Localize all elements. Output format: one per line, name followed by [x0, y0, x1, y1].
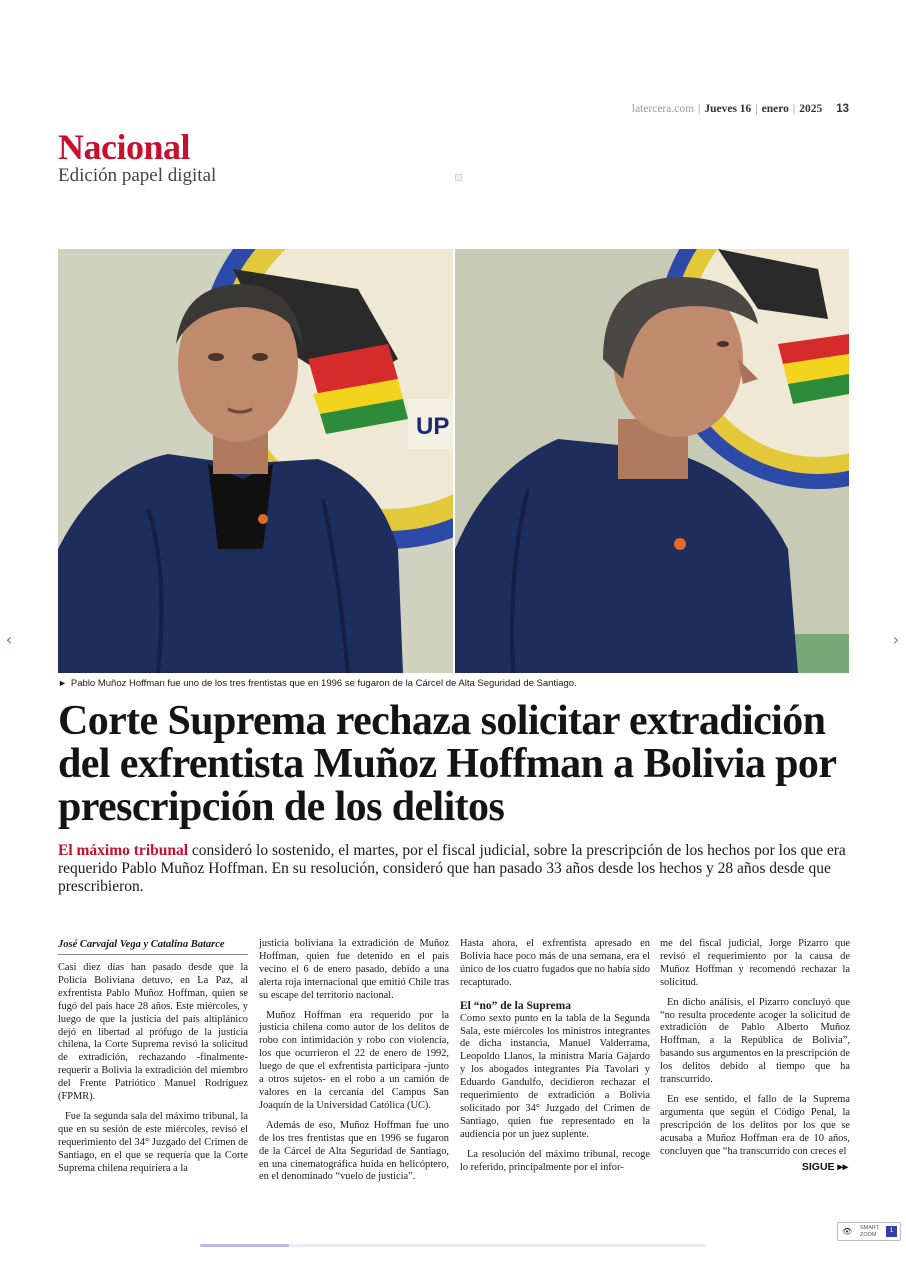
- separator: |: [755, 103, 758, 115]
- separator: |: [792, 103, 796, 115]
- sign-text: UP: [416, 413, 450, 440]
- smart-zoom-label-1: SMART: [860, 1225, 880, 1231]
- lead-kicker: El máximo tribunal: [58, 842, 189, 859]
- article-photo: [58, 249, 849, 673]
- caption-marker-icon: ►: [58, 678, 67, 688]
- separator: |: [698, 103, 701, 115]
- edition-subtitle: Edición papel digital: [58, 165, 217, 186]
- page-anchor-marker[interactable]: [455, 174, 462, 181]
- body-paragraph: Casi diez días han pasado desde que la Policía Boliviana detuvo, en La Paz, al exfrentista Pablo Muñoz Hoffman, quien se fugó del país hace 28 años. Este miércoles, y luego de que la justicia del país altiplánico dejó en libertad al prófugo de la justicia chilena, la Corte Suprema revisó la solicitud de extradición, rechazando -finalmente- requerir a Bolivia la extradición del miembro del Frente Patriótico Manuel Rodríguez (FPMR).: [58, 962, 248, 1103]
- lead-text: consideró lo sostenido, el martes, por el fiscal judicial, sobre la prescripción de los hechos por los que era requerido Pablo Muñoz Hoffman. En su resolución, consideró que han pasado 33 años desde los hechos y 28 años desde que prescribieron.: [58, 842, 846, 895]
- body-paragraph: En dicho análisis, el Pizarro concluyó que “no resulta procedente acoger la solicitud de extradición de Pablo Alberto Muñoz Hoffman, a la República de Bolivia”, basando sus argumentos en la prescripción de los delitos debido al tiempo que ha transcurrido.: [660, 996, 850, 1086]
- section-subhead: El “no” de la Suprema: [460, 999, 571, 1012]
- issue-month: enero: [761, 103, 789, 115]
- photo-caption: [58, 678, 577, 689]
- issue-date-line: [632, 103, 849, 115]
- page-number: 13: [836, 103, 849, 115]
- article-headline: Corte Suprema rechaza solicitar extradición del exfrentista Muñoz Hoffman a Bolivia por prescripción de los delitos: [58, 698, 836, 830]
- body-paragraph: En ese sentido, el fallo de la Suprema argumenta que según el Código Penal, la prescripción de los delitos por los que se acusaba a Muñoz Hoffman era de 10 años, concluyen que “ha transcurrido con creces el: [660, 1093, 850, 1157]
- body-paragraph: me del fiscal judicial, Jorge Pizarro que revisó el requerimiento por la causa de Muñoz Hoffman y recomendó rechazar la solicitud.: [660, 938, 850, 988]
- smart-zoom-button[interactable]: [837, 1222, 901, 1241]
- byline: José Carvajal Vega y Catalina Batarce: [58, 938, 248, 955]
- eye-icon: 👁: [842, 1227, 853, 1236]
- prev-page-icon[interactable]: ‹: [5, 630, 13, 649]
- body-paragraph: Como sexto punto en la tabla de la Segunda Sala, este miércoles los ministros integrantes de dicha instancia, Manuel Valderrama, Leopoldo Llanos, la ministra María Gajardo y los abogados integrantes Pía Tavolari y Eduardo Gandulfo, decidieron rechazar el requerimiento de extradición a Bolivia solicitado por 34° Juzgado del Crimen de Santiago, quien fue representado en la audiencia por un juez suplente.: [460, 1012, 650, 1140]
- body-column-3: [460, 938, 650, 1175]
- body-paragraph: La resolución del máximo tribunal, recoge lo referido, principalmente por el infor-: [460, 1148, 650, 1173]
- issue-day: Jueves 16: [704, 103, 752, 115]
- mugshot-illustration: [58, 249, 849, 673]
- page-progress-fill: [200, 1244, 289, 1247]
- page-progress-bar[interactable]: [200, 1244, 706, 1247]
- body-column-2: [259, 938, 449, 1184]
- body-paragraph: Hasta ahora, el exfrentista apresado en Bolivia hace poco más de una semana, era el único de los cuatro fugados que no había sido recapturado.: [460, 938, 650, 988]
- section-title: Nacional: [58, 127, 191, 167]
- body-column-1: [58, 938, 248, 1176]
- body-paragraph: Fue la segunda sala del máximo tribunal, la que en su sesión de este miércoles, revisó el requerimiento del 34° Juzgado del Crimen de Santiago, en el que se requería que la Corte Suprema chilena requiriera a la: [58, 1110, 248, 1174]
- smart-zoom-label: [860, 1225, 879, 1239]
- body-paragraph: Además de eso, Muñoz Hoffman fue uno de los tres frentistas que en 1996 se fugaron de la Cárcel de Alta Seguridad de Santiago, en una cinematográfica huida en helicóptero, en el denominado “vuelo de justicia”.: [259, 1119, 449, 1183]
- next-page-icon[interactable]: ›: [892, 630, 900, 649]
- issue-year: 2025: [799, 103, 823, 115]
- article-lead: [58, 842, 848, 896]
- body-paragraph: justicia boliviana la extradición de Muñoz Hoffman, quien fue detenido en el país vecino el 6 de enero pasado, debido a una alerta roja internacional que emitió Chile tras su escape del territorio nacional.: [259, 938, 449, 1001]
- body-column-4: [660, 938, 850, 1159]
- smart-zoom-label-2: ZOOM: [860, 1232, 877, 1238]
- body-paragraph: Muñoz Hoffman era requerido por la justicia chilena como autor de los delitos de robo con intimidación y robo con violencia, los que ocurrieron el 22 de enero de 1992, luego de que el exfrentista participara -junto a otros sujetos- en el robo a un camión de valores en la cercanía del Campus San Joaquín de la Universidad Católica (UC).: [259, 1009, 449, 1111]
- continue-label: SIGUE ▸▸: [801, 1161, 848, 1173]
- site-name: latercera.com: [631, 103, 695, 115]
- smart-zoom-badge: 1: [886, 1226, 897, 1237]
- caption-text: Pablo Muñoz Hoffman fue uno de los tres frentistas que en 1996 se fugaron de la Cárcel de Alta Seguridad de Santiago.: [70, 678, 577, 689]
